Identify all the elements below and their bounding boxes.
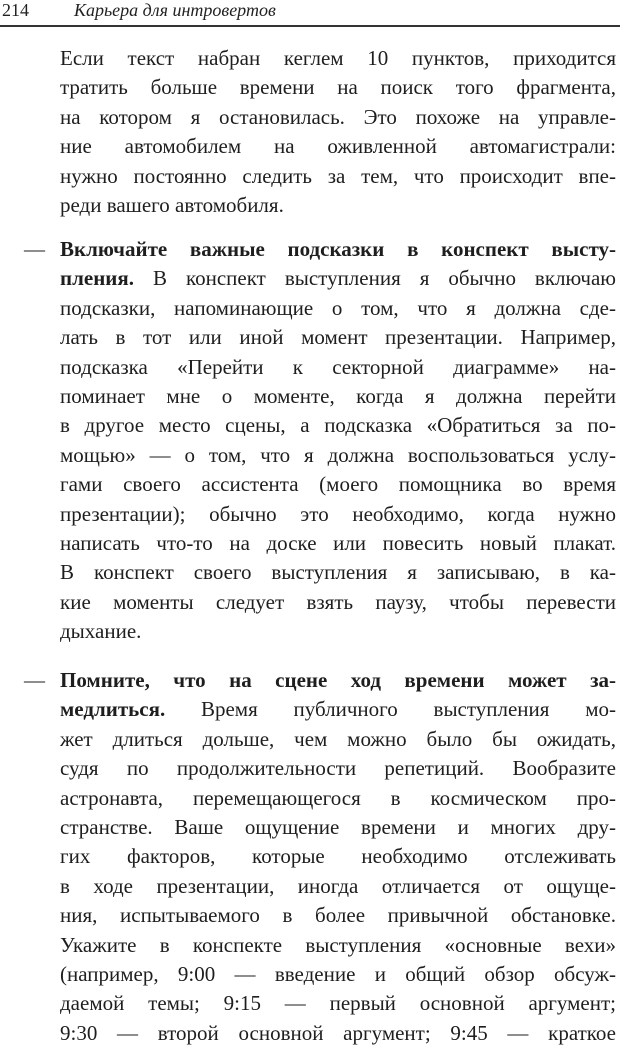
text-line [60,235,616,264]
text-line: гами своего ассистента (моего помощника во время [60,472,616,497]
text-line: на котором я остановилась. Это похоже на управле- [60,104,616,129]
text-line: пления. В конспект выступления я обычно включаю [60,266,616,291]
text-line: странстве. Ваше ощущение времени и многих дру- [60,814,616,839]
text-line: Если текст набран кеглем 10 пунктов, приходится [60,46,616,70]
text-line: подсказка «Перейти к секторной диаграмме» на- [60,354,616,379]
text-line: реди вашего автомобиля. [60,192,284,217]
list-dash: — [24,237,45,261]
page-number: 214 [2,0,29,20]
paragraph-1 [60,44,616,220]
text-line: гих факторов, которые необходимо отслеживать [60,844,616,869]
running-header [0,0,620,26]
text-line: медлиться. Время публичного выступления мо- [60,697,616,722]
text-line: ние автомобилем на оживленной автомагистрали: [60,134,616,159]
bold-heading: Включайте важные подсказки в конспект высту- [60,237,616,261]
text-line: жет длиться дольше, чем можно было бы ожидать, [60,726,616,751]
text-line: нужно постоянно следить за тем, что происходит впе- [60,163,616,188]
bold-heading: Помните, что на сцене ход времени может за- [60,668,616,692]
text-line: в другое место сцены, а подсказка «Обратиться за по- [60,413,616,438]
text-line: даемой темы; 9:15 — первый основной аргумент; [60,991,616,1016]
text-line: ния, испытываемого в более привычной обстановке. [60,903,616,928]
text-line: дыхание. [60,619,142,644]
paragraph-2 [60,235,616,646]
text-line: 9:30 — второй основной аргумент; 9:45 — краткое [60,1020,616,1045]
running-title: Карьера для интровертов [74,0,276,20]
text-line: презентации); обычно это необходимо, когда нужно [60,501,616,526]
text-line [60,666,616,695]
paragraph-3 [60,666,616,1048]
bold-heading: медлиться. [60,697,166,722]
text-line: (например, 9:00 — введение и общий обзор обсуж- [60,961,616,986]
text-line: судя по продолжительности репетиций. Вообразите [60,756,616,781]
text-line: В конспект своего выступления я записываю, в ка- [60,560,616,585]
list-dash: — [24,668,45,692]
text-line: астронавта, перемещающегося в космическом про- [60,785,616,810]
text-line: в ходе презентации, иногда отличается от ощуще- [60,873,616,898]
text-line: кие моменты следует взять паузу, чтобы перевести [60,589,616,614]
text-line: Укажите в конспекте выступления «основные вехи» [60,932,616,957]
text-line: тратить больше времени на поиск того фрагмента, [60,75,616,100]
text-line: лать в тот или иной момент презентации. Например, [60,325,616,350]
text-line: подсказки, напоминающие о том, что я должна сде- [60,295,616,320]
text-line: поминает мне о моменте, когда я должна перейти [60,383,616,408]
text-line: написать что-то на доске или повесить новый плакат. [60,530,616,555]
text-line: мощью» — о том, что я должна воспользоваться услу- [60,442,616,467]
header-rule [0,25,620,27]
bold-heading: пления. [60,266,135,291]
